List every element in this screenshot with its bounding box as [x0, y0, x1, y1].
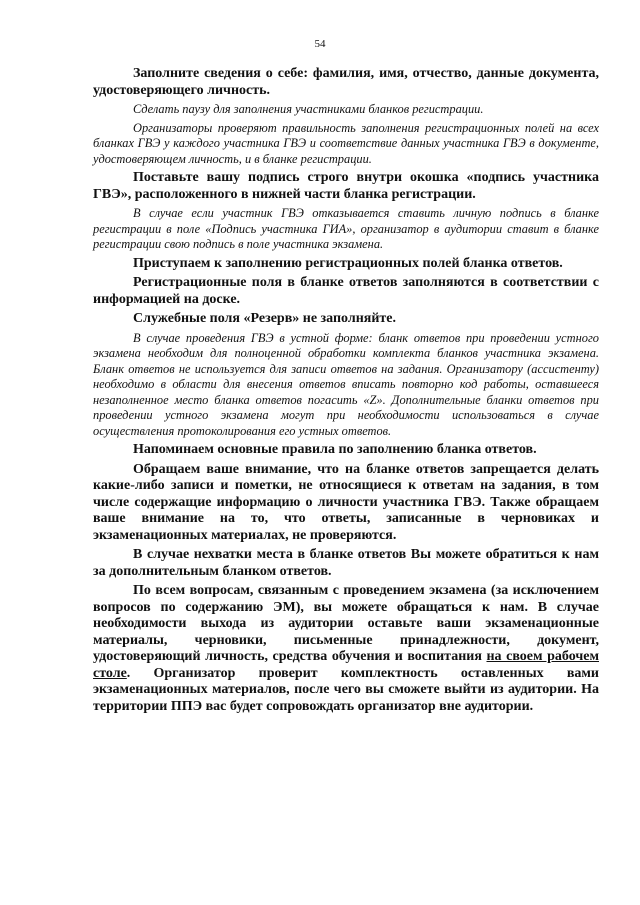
- paragraph-questions-exit: [93, 583, 599, 715]
- page-number: 54: [314, 38, 326, 50]
- paragraph-organizers-check: Организаторы проверяют правильность заполнения регистрационных полей на всех бланках ГВЭ у каждого участника ГВЭ и соответствие данных участника ГВЭ в документе, удостоверяющем личность, и в бланке регистрации.: [93, 120, 599, 166]
- on-your-desk-underlined: на своем рабочем столе: [93, 649, 599, 681]
- paragraph-attention: Обращаем ваше внимание, что на бланке ответов запрещается делать какие-либо записи и пометки, не относящиеся к ответам на задания, в том числе содержащие информацию о личности участника ГВЭ. Также обращаем ваше внимание на то, что ответы, записанные в черновиках и экзаменационных материалах, не проверяются.: [93, 461, 599, 543]
- paragraph-extra-sheet: В случае нехватки места в бланке ответов Вы можете обратиться к нам за дополнительным бланком ответов.: [93, 547, 599, 579]
- questions-exit-text-1: По всем вопросам, связанным с проведением экзамена (за исключением вопросов по содержанию ЭМ), вы можете обращаться к нам. В случае необходимости выхода из аудитории оставьте ваши экзаменационные материалы, черновики, письменные принадлежности, документ, удостоверяющий личность, средства обучения и воспитания: [93, 583, 599, 664]
- paragraph-signature-refusal: В случае если участник ГВЭ отказывается ставить личную подпись в бланке регистрации в поле «Подпись участника ГИА», организатор в аудитории ставит в бланке регистрации свою подпись в поле участника экзамена.: [93, 206, 599, 251]
- paragraph-signature: Поставьте вашу подпись строго внутри окошка «подпись участника ГВЭ», расположенного в нижней части бланка регистрации.: [93, 170, 599, 202]
- paragraph-reserve-fields: Служебные поля «Резерв» не заполняйте.: [133, 311, 397, 326]
- questions-exit-text-2: . Организатор проверит комплектность оставленных вами экзаменационных материалов, после чего вы сможете выйти из аудитории. На территории ППЭ вас будет сопровождать организатор вне аудитории.: [93, 665, 599, 714]
- paragraph-answer-sheet-start: Приступаем к заполнению регистрационных полей бланка ответов.: [133, 255, 563, 271]
- paragraph-pause-note: Сделать паузу для заполнения участниками бланков регистрации.: [133, 102, 484, 116]
- paragraph-oral-exam: В случае проведения ГВЭ в устной форме: бланк ответов при проведении устного экзамена необходим для полноценной обработки комплекта бланков участника экзамена. Бланк ответов не используется для записи ответов на задания. Организатору (ассистенту) необходимо в области для внесения ответов вписать повторно код работы, оставшееся незаполненное место бланка ответов погасить «Z». Дополнительные бланки ответов при проведении устного экзамена могут при необходимости использоваться в случае осуществления протоколирования его устных ответов.: [93, 330, 599, 438]
- document-body: [93, 66, 599, 718]
- paragraph-fill-personal-info: Заполните сведения о себе: фамилия, имя, отчество, данные документа, удостоверяющего личность.: [93, 66, 599, 98]
- paragraph-registration-fields: Регистрационные поля в бланке ответов заполняются в соответствии с информацией на доске.: [93, 275, 599, 307]
- paragraph-rules-reminder: Напоминаем основные правила по заполнению бланка ответов.: [133, 442, 537, 457]
